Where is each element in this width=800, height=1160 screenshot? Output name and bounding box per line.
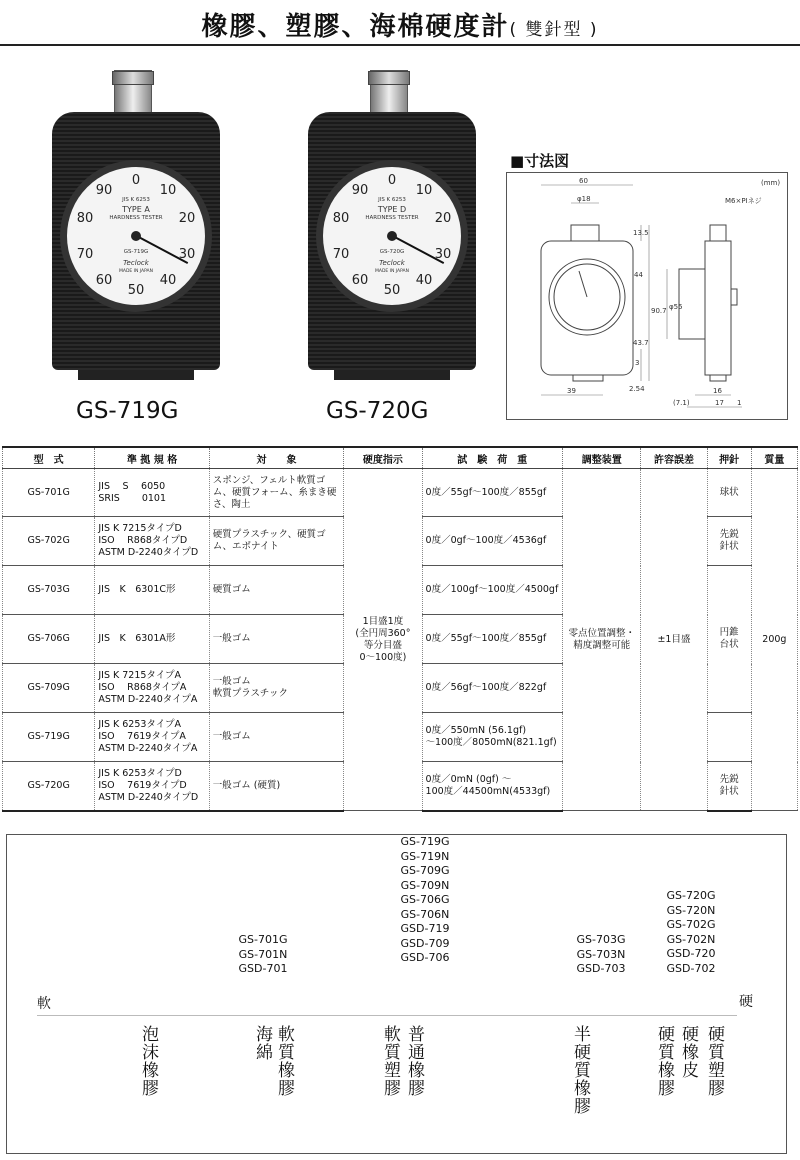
- cell-model: GS-719G: [3, 713, 95, 762]
- cell-load: 0度／550mN (56.1gf) ～100度／8050mN(821.1gf): [422, 713, 563, 762]
- dial-type: TYPE D: [377, 205, 407, 214]
- cell-target: スポンジ、フェルト軟質ゴム、硬質フォーム、糸まき硬さ、陶土: [209, 469, 344, 517]
- cell-adjust: 零点位置調整・ 精度調整可能: [563, 469, 641, 811]
- model-group: GS-701G GS-701N GSD-701: [238, 933, 288, 975]
- cell-needle: 球状: [707, 469, 751, 517]
- dial-number: 60: [95, 273, 113, 288]
- dial-standard: JIS K 6253: [122, 197, 150, 203]
- dim-w16: 16: [713, 387, 722, 395]
- dial-number: 30: [434, 247, 452, 262]
- cell-tolerance: ±1目盛: [641, 469, 707, 811]
- cell-model: GS-709G: [3, 664, 95, 713]
- col-header: 型 式: [3, 447, 95, 469]
- dial-hub: [131, 231, 141, 241]
- cell-load: 0度／0mN (0gf) ～ 100度／44500mN(4533gf): [422, 762, 563, 811]
- dial-number: 70: [332, 247, 350, 262]
- title-main: 橡膠、塑膠、海棉硬度計: [201, 12, 510, 42]
- dial-number: 0: [387, 173, 397, 188]
- dim-unit: (mm): [761, 179, 781, 187]
- cell-needle: 円錐 台状: [707, 566, 751, 713]
- cell-needle: [707, 713, 751, 762]
- cell-load: 0度／56gf～100度／822gf: [422, 664, 563, 713]
- col-header: 対 象: [209, 447, 344, 469]
- dial-number: 10: [159, 183, 177, 198]
- cell-needle: 先鋭 針状: [707, 762, 751, 811]
- gauge-label-gs720g: GS-720G: [326, 398, 429, 424]
- cell-model: GS-703G: [3, 566, 95, 615]
- dial-face: [67, 167, 205, 305]
- cell-standard: JIS K 6301A形: [95, 615, 209, 664]
- dimension-heading: ■寸法図: [510, 152, 570, 170]
- cell-target: 硬質プラスチック、硬質ゴム、エボナイト: [209, 517, 344, 566]
- dial-hub: [387, 231, 397, 241]
- material-label: 軟質橡膠: [274, 1025, 294, 1097]
- dial-name: HARDNESS TESTER: [365, 215, 419, 221]
- dial-number: 80: [332, 211, 350, 226]
- cell-load: 0度／55gf～100度／855gf: [422, 615, 563, 664]
- cell-load: 0度／55gf～100度／855gf: [422, 469, 563, 517]
- cell-needle: 先鋭 針状: [707, 517, 751, 566]
- col-header: 質量: [751, 447, 797, 469]
- dial-origin: MADE IN JAPAN: [374, 269, 410, 274]
- dim-w17: 17: [715, 399, 724, 407]
- dim-h13-5: 13.5: [633, 229, 649, 237]
- col-header: 調整装置: [563, 447, 641, 469]
- dial-standard: JIS K 6253: [378, 197, 406, 203]
- table-row: [3, 469, 798, 517]
- cell-model: GS-701G: [3, 469, 95, 517]
- dim-h43-7: 43.7: [633, 339, 649, 347]
- col-header: 硬度指示: [344, 447, 422, 469]
- material-label: 硬質橡膠: [654, 1025, 674, 1097]
- cell-indication: 1目盛1度 (全円周360° 等分目盛 0～100度): [344, 469, 422, 811]
- cell-standard: JIS K 6301C形: [95, 566, 209, 615]
- dim-w39: 39: [567, 387, 576, 395]
- dim-w7-1: (7.1): [673, 399, 690, 407]
- gauge-gs720g-photo: [308, 70, 478, 380]
- gauge-foot: [78, 370, 194, 380]
- cell-load: 0度／100gf～100度／4500gf: [422, 566, 563, 615]
- cell-target: 一般ゴム: [209, 713, 344, 762]
- gauge-foot: [334, 370, 450, 380]
- dial-number: 80: [76, 211, 94, 226]
- dim-h44: 44: [634, 271, 643, 279]
- dim-h3: 3: [635, 359, 640, 367]
- dial-type: TYPE A: [122, 205, 150, 214]
- cell-target: 一般ゴム 軟質プラスチック: [209, 664, 344, 713]
- cell-standard: JIS K 6253タイプA ISO 7619タイプA ASTM D-2240タイプA: [95, 713, 209, 762]
- col-header: 押針: [707, 447, 751, 469]
- dim-phi18: φ18: [577, 195, 591, 203]
- cell-mass: 200g: [751, 469, 797, 811]
- hardness-scale-panel: [6, 834, 787, 1154]
- dial-number: 90: [95, 183, 113, 198]
- material-label: 軟質塑膠: [380, 1025, 400, 1097]
- dial-model: GS-719G: [123, 249, 149, 255]
- cell-load: 0度／0gf～100度／4536gf: [422, 517, 563, 566]
- dial-model: GS-720G: [379, 249, 405, 255]
- hard-label: 硬: [739, 994, 753, 1010]
- col-header: 試 験 荷 重: [422, 447, 563, 469]
- dial-brand: Teclock: [379, 259, 405, 267]
- dial-number: 70: [76, 247, 94, 262]
- dial-face: [323, 167, 461, 305]
- title-sub: ( 雙針型 ): [509, 20, 599, 40]
- dial-number: 40: [159, 273, 177, 288]
- model-group: GS-719G GS-719N GS-709G GS-709N GS-706G GS-706N GSD-719 GSD-709 GSD-706: [400, 835, 450, 964]
- dial-number: 90: [351, 183, 369, 198]
- gauge-label-gs719g: GS-719G: [76, 398, 179, 424]
- dial-number: 0: [131, 173, 141, 188]
- model-group: GS-703G GS-703N GSD-703: [576, 933, 626, 975]
- cell-target: 一般ゴム (硬質): [209, 762, 344, 811]
- dim-h2-54: 2.54: [629, 385, 645, 393]
- material-label: 普通橡膠: [404, 1025, 424, 1097]
- col-header: 準 拠 規 格: [95, 447, 209, 469]
- dial-number: 50: [383, 283, 401, 298]
- dial-number: 20: [434, 211, 452, 226]
- cell-model: GS-702G: [3, 517, 95, 566]
- dim-phi55: φ55: [669, 303, 683, 311]
- material-label: 硬質塑膠: [704, 1025, 724, 1097]
- cell-model: GS-720G: [3, 762, 95, 811]
- table-header-row: [3, 447, 798, 469]
- cell-standard: JIS K 7215タイプD ISO R868タイプD ASTM D-2240タイプD: [95, 517, 209, 566]
- material-label: 硬橡皮: [678, 1025, 698, 1079]
- cell-target: 硬質ゴム: [209, 566, 344, 615]
- dial-name: HARDNESS TESTER: [109, 215, 163, 221]
- material-label: 泡沫橡膠: [138, 1025, 158, 1097]
- dimension-drawing: [506, 172, 788, 420]
- dim-h90-7: 90.7: [651, 307, 667, 315]
- model-group: GS-720G GS-720N GS-702G GS-702N GSD-720 GSD-702: [666, 889, 716, 975]
- scale-line: [37, 1015, 737, 1016]
- cell-standard: JIS S 6050 SRIS 0101: [95, 469, 209, 517]
- dial-brand: Teclock: [123, 259, 149, 267]
- material-label: 海綿: [252, 1025, 272, 1061]
- material-label: 半硬質橡膠: [570, 1025, 590, 1115]
- dimension-svg: [507, 173, 787, 419]
- dial-origin: MADE IN JAPAN: [118, 269, 154, 274]
- cell-target: 一般ゴム: [209, 615, 344, 664]
- cell-standard: JIS K 7215タイプA ISO R868タイプA ASTM D-2240タイプA: [95, 664, 209, 713]
- soft-label: 軟: [37, 996, 51, 1012]
- cell-standard: JIS K 6253タイプD ISO 7619タイプD ASTM D-2240タイプD: [95, 762, 209, 811]
- dial-number: 40: [415, 273, 433, 288]
- cell-model: GS-706G: [3, 615, 95, 664]
- dim-w1: 1: [737, 399, 742, 407]
- dial-number: 10: [415, 183, 433, 198]
- dial-number: 60: [351, 273, 369, 288]
- dim-w60: 60: [579, 177, 588, 185]
- page-title: [0, 6, 800, 43]
- title-rule: [0, 44, 800, 46]
- dial-number: 30: [178, 247, 196, 262]
- spec-table: [2, 446, 798, 812]
- dial-number: 20: [178, 211, 196, 226]
- dial-number: 50: [127, 283, 145, 298]
- col-header: 許容誤差: [641, 447, 707, 469]
- gauge-gs719g-photo: [52, 70, 222, 380]
- dim-screw: M6×PIネジ: [725, 197, 762, 205]
